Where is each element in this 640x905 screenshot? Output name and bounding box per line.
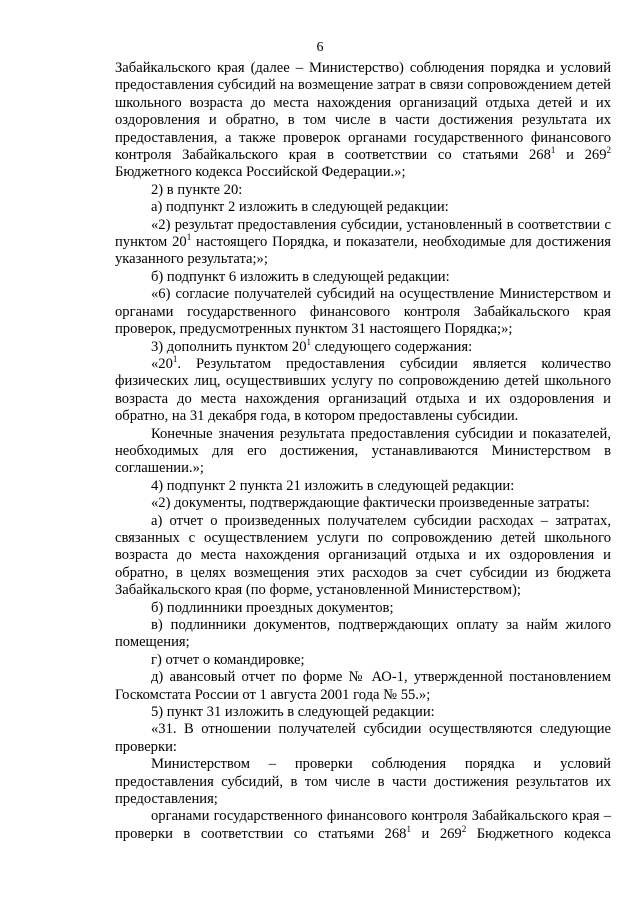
paragraph: Конечные значения результата предоставления субсидии и показателей, необходимых для его достижения, устанавливаются Министерством в соглашении.»;: [115, 425, 611, 477]
paragraph: 5) пункт 31 изложить в следующей редакции:: [151, 704, 435, 721]
document-body: [115, 60, 611, 843]
paragraph: «2) результат предоставления субсидии, установленный в соответствии с пунктом $20^1$ настоящего Порядка, и показатели, необходимые для достижения указанного результата;»;: [115, 216, 611, 268]
paragraph: б) подпункт 6 изложить в следующей редакции:: [151, 268, 450, 285]
paragraph: «$20^1$. Результатом предоставления субсидии является количество физических лиц, осуществивших услугу по сопровождению детей школьного возраста до места нахождения организаций отдыха и их оздоровления и обратно, на 31 декабря года, в котором предоставлены субсидии.: [115, 353, 611, 425]
paragraph: а) подпункт 2 изложить в следующей редакции:: [151, 199, 449, 216]
paragraph: д) авансовый отчет по форме № АО-1, утвержденной постановлением Госкомстата России от 1 августа 2001 года № 55.»;: [115, 669, 611, 703]
paragraph: б) подлинники проездных документов;: [151, 599, 394, 616]
paragraph: органами государственного финансового контроля Забайкальского края – проверки в соответствии со статьями $268^1$ и $269^2$ Бюджетного кодекса: [115, 808, 611, 842]
paragraph: Забайкальского края (далее – Министерство) соблюдения порядка и условий предоставления субсидий на возмещение затрат в связи сопровождением детей школьного возраста до места нахождения организаций отдыха детей и их оздоровления и обратно, в том числе в части достижения результата их предоставления, а также проверок органами государственного финансового контроля Забайкальского края в соответствии со статьями $268^1$ и $269^2$ Бюджетного кодекса Российской Федерации.»;: [115, 60, 612, 181]
paragraph: 4) подпункт 2 пункта 21 изложить в следующей редакции:: [151, 477, 515, 494]
paragraph: в) подлинники документов, подтверждающих оплату за найм жилого помещения;: [115, 617, 611, 651]
paragraph: 2) в пункте 20:: [151, 181, 243, 198]
page-number: 6: [316, 40, 324, 55]
paragraph: 3) дополнить пунктом $20^1$ следующего содержания:: [151, 336, 473, 355]
paragraph: г) отчет о командировке;: [151, 651, 305, 668]
paragraph: «31. В отношении получателей субсидии осуществляются следующие проверки:: [115, 721, 611, 755]
paragraph: а) отчет о произведенных получателем субсидии расходах – затратах, связанных с осуществлением услуги по сопровождению детей школьного возраста до места нахождения организаций отдыха и их оздоровления и обратно, в целях возмещения этих расходов за счет субсидии из бюджета Забайкальского края (по форме, установленной Министерством);: [115, 512, 611, 599]
paragraph: Министерством – проверки соблюдения порядка и условий предоставления субсидий, в том числе в части достижения результатов их предоставления;: [115, 756, 611, 808]
paragraph: «2) документы, подтверждающие фактически произведенные затраты:: [151, 495, 590, 512]
paragraph: «6) согласие получателей субсидий на осуществление Министерством и органами государственного финансового контроля Забайкальского края проверок, предусмотренных пунктом 31 настоящего Порядка;»;: [115, 286, 611, 338]
